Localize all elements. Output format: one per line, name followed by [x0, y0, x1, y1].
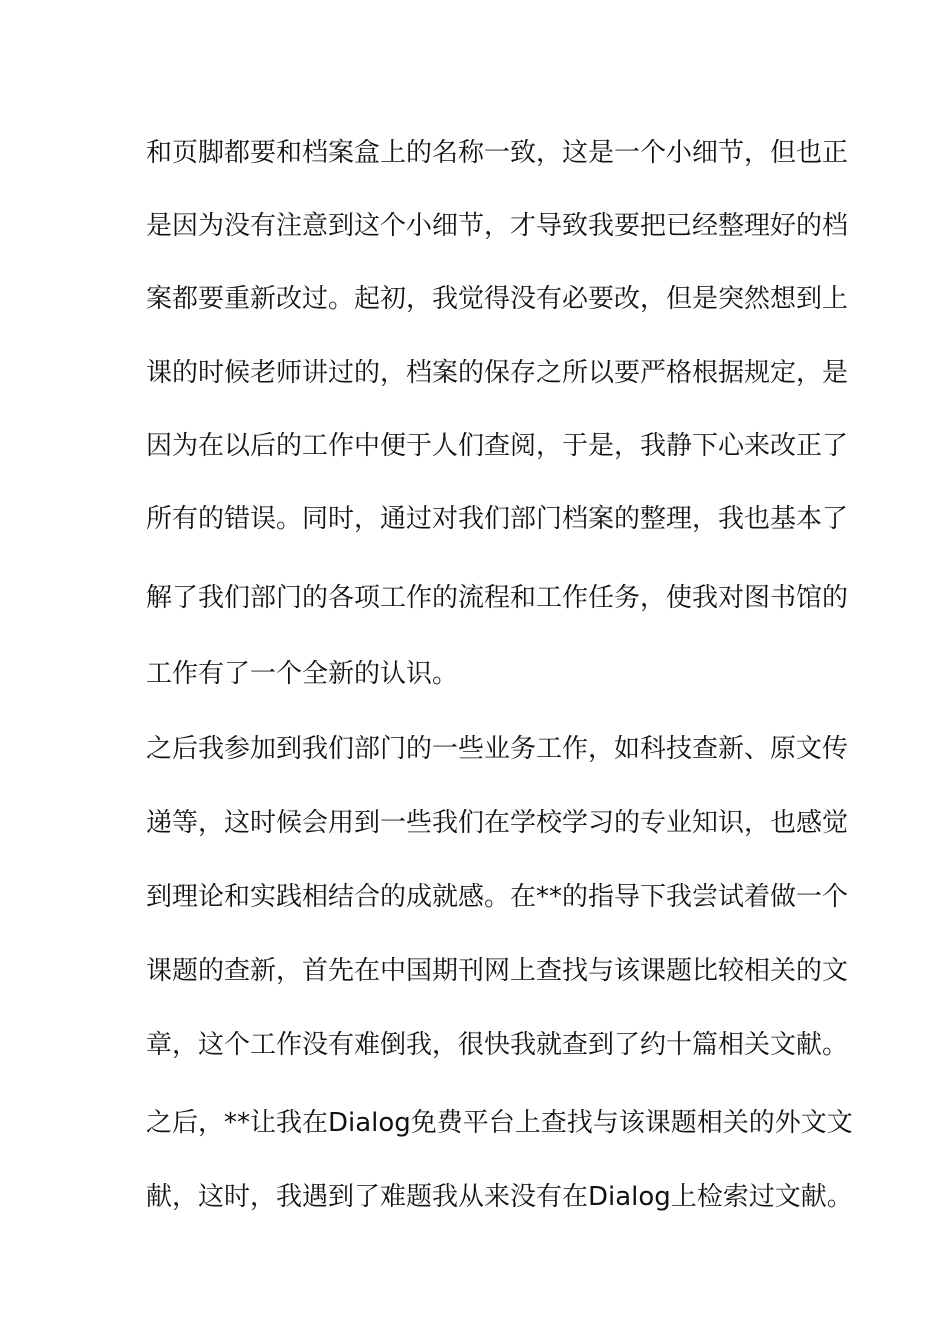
text-line-15: 献，这时，我遇到了难题我从来没有在Dialog上检索过文献。: [146, 1182, 853, 1212]
text-line-4: 课的时候老师讲过的，档案的保存之所以要严格根据规定，是: [146, 358, 849, 388]
text-line-7: 解了我们部门的各项工作的流程和工作任务，使我对图书馆的: [146, 583, 849, 613]
text-line-9: 之后我参加到我们部门的一些业务工作，如科技查新、原文传: [146, 734, 849, 764]
text-line-11: 到理论和实践相结合的成就感。在**的指导下我尝试着做一个: [146, 882, 849, 912]
text-line-3: 案都要重新改过。起初，我觉得没有必要改，但是突然想到上: [146, 284, 849, 314]
text-line-14: 之后，**让我在Dialog免费平台上查找与该课题相关的外文文: [146, 1108, 853, 1138]
text-line-6: 所有的错误。同时，通过对我们部门档案的整理，我也基本了: [146, 504, 849, 534]
text-line-12: 课题的查新，首先在中国期刊网上查找与该课题比较相关的文: [146, 956, 849, 986]
text-line-10: 递等，这时候会用到一些我们在学校学习的专业知识，也感觉: [146, 808, 849, 838]
text-line-13: 章，这个工作没有难倒我，很快我就查到了约十篇相关文献。: [146, 1030, 849, 1060]
text-line-2: 是因为没有注意到这个小细节，才导致我要把已经整理好的档: [146, 211, 849, 241]
text-line-8: 工作有了一个全新的认识。: [146, 659, 459, 689]
text-line-5: 因为在以后的工作中便于人们查阅，于是，我静下心来改正了: [146, 431, 849, 461]
text-line-1: 和页脚都要和档案盒上的名称一致，这是一个小细节，但也正: [146, 138, 849, 168]
